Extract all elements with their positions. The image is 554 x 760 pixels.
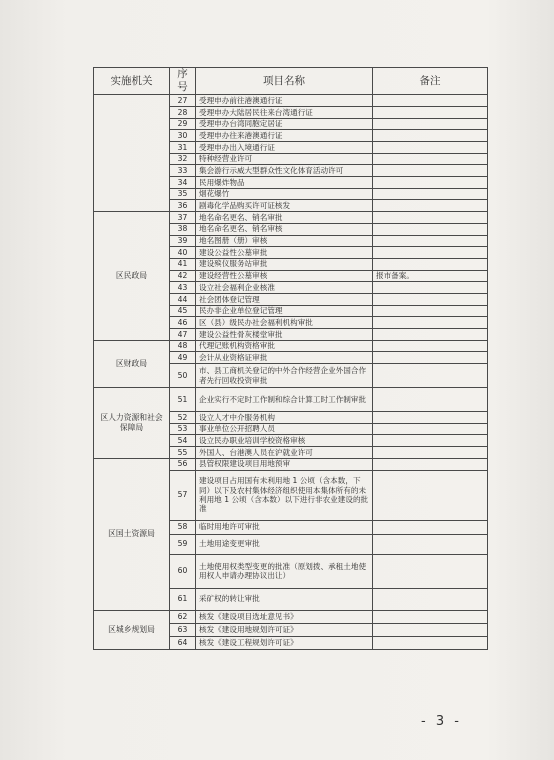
seq-cell: 45 [170,305,196,317]
note-cell [373,447,488,459]
item-cell: 临时用地许可审批 [196,520,373,534]
seq-cell: 51 [170,388,196,412]
header-seq: 序号 [170,68,196,95]
seq-cell: 64 [170,636,196,649]
seq-cell: 61 [170,588,196,610]
seq-cell: 28 [170,106,196,118]
note-cell [373,293,488,305]
table-row [94,388,488,412]
approval-items-table [93,67,488,650]
item-cell: 地名命名更名、销名审核 [196,223,373,235]
item-cell: 受理申办台湾同胞定居证 [196,118,373,130]
note-cell [373,388,488,412]
table-header-row [94,68,488,95]
item-cell: 县管权限建设项目用地预审 [196,458,373,470]
seq-cell: 40 [170,247,196,259]
item-cell: 地名图册（册）审核 [196,235,373,247]
item-cell: 受理申办出入境通行证 [196,142,373,154]
table-row [94,610,488,623]
seq-cell: 53 [170,423,196,435]
note-cell [373,223,488,235]
seq-cell: 42 [170,270,196,282]
item-cell: 集会游行示威大型群众性文化体育活动许可 [196,165,373,177]
seq-cell: 38 [170,223,196,235]
seq-cell: 34 [170,177,196,189]
item-cell: 企业实行不定时工作制和综合计算工时工作制审批 [196,388,373,412]
item-cell: 民办非企业单位登记管理 [196,305,373,317]
seq-cell: 57 [170,470,196,520]
item-cell: 核发《建设工程规划许可证》 [196,636,373,649]
item-cell: 土地使用权类型变更的批准（原划拨、承租土地使用权人申请办理协议出让） [196,554,373,588]
item-cell: 建设殡仪服务站审批 [196,258,373,270]
note-cell [373,188,488,200]
note-cell [373,636,488,649]
seq-cell: 48 [170,340,196,352]
seq-cell: 47 [170,329,196,341]
agency-cell-urban-rural-planning: 区城乡规划局 [94,610,170,649]
table-row [94,212,488,224]
note-cell [373,118,488,130]
item-cell: 核发《建设项目选址意见书》 [196,610,373,623]
agency-cell-civil-affairs: 区民政局 [94,212,170,341]
note-cell [373,282,488,294]
item-cell: 烟花爆竹 [196,188,373,200]
item-cell: 设立社会福利企业核准 [196,282,373,294]
item-cell: 会计从业资格证审批 [196,352,373,364]
seq-cell: 29 [170,118,196,130]
seq-cell: 56 [170,458,196,470]
note-cell [373,130,488,142]
header-agency: 实施机关 [94,68,170,95]
item-cell: 区（县）级民办社会福利机构审批 [196,317,373,329]
seq-cell: 63 [170,623,196,636]
item-cell: 地名命名更名、销名审批 [196,212,373,224]
seq-cell: 37 [170,212,196,224]
item-cell: 剧毒化学品购买许可证核发 [196,200,373,212]
note-cell [373,534,488,554]
page-number: - 3 - [421,714,462,729]
seq-cell: 35 [170,188,196,200]
seq-cell: 36 [170,200,196,212]
note-cell [373,554,488,588]
note-cell [373,305,488,317]
note-cell [373,142,488,154]
seq-cell: 41 [170,258,196,270]
seq-cell: 31 [170,142,196,154]
note-cell [373,329,488,341]
seq-cell: 59 [170,534,196,554]
item-cell: 建设公益性公墓审批 [196,247,373,259]
item-cell: 受理申办大陆居民往来台湾通行证 [196,106,373,118]
note-cell [373,212,488,224]
item-cell: 设立民办职业培训学校资格审核 [196,435,373,447]
note-cell [373,317,488,329]
item-cell: 特种经营业许可 [196,153,373,165]
item-cell: 事业单位公开招聘人员 [196,423,373,435]
seq-cell: 32 [170,153,196,165]
agency-cell-continued [94,95,170,212]
table-row [94,458,488,470]
item-cell: 外国人、台港澳人员在沪就业许可 [196,447,373,459]
note-cell [373,165,488,177]
note-cell [373,235,488,247]
table-row [94,95,488,107]
seq-cell: 52 [170,412,196,424]
item-cell: 受理申办往来港澳通行证 [196,130,373,142]
seq-cell: 58 [170,520,196,534]
seq-cell: 54 [170,435,196,447]
note-cell [373,106,488,118]
item-cell: 建设公益性骨灰楼堂审批 [196,329,373,341]
seq-cell: 46 [170,317,196,329]
note-cell [373,435,488,447]
seq-cell: 49 [170,352,196,364]
seq-cell: 30 [170,130,196,142]
note-cell [373,610,488,623]
item-cell: 受理申办前往港澳通行证 [196,95,373,107]
item-cell: 建设项目占用国有未利用地 1 公顷（含本数，下同）以下及农村集体经济组织使用本集体所有的未利用地 1 公顷（含本数）以下进行非农业建设的批准 [196,470,373,520]
note-cell [373,458,488,470]
item-cell: 土地用途变更审批 [196,534,373,554]
agency-cell-land-resources: 区国土资源局 [94,458,170,610]
table-row [94,340,488,352]
item-cell: 采矿权的转让审批 [196,588,373,610]
seq-cell: 43 [170,282,196,294]
item-cell: 建设经营性公墓审核 [196,270,373,282]
seq-cell: 44 [170,293,196,305]
item-cell: 代理记账机构资格审批 [196,340,373,352]
agency-cell-hr-social-security: 区人力资源和社会保障局 [94,388,170,459]
item-cell: 市、县工商机关登记的中外合作经营企业外国合作者先行回收投资审批 [196,364,373,388]
note-cell [373,247,488,259]
note-cell [373,95,488,107]
note-cell [373,352,488,364]
note-cell [373,364,488,388]
note-cell [373,412,488,424]
item-cell: 核发《建设用地规划许可证》 [196,623,373,636]
note-cell [373,470,488,520]
seq-cell: 33 [170,165,196,177]
header-item: 项目名称 [196,68,373,95]
note-cell [373,423,488,435]
seq-cell: 62 [170,610,196,623]
seq-cell: 50 [170,364,196,388]
agency-cell-finance: 区财政局 [94,340,170,387]
header-note: 备注 [373,68,488,95]
item-cell: 民用爆炸物品 [196,177,373,189]
note-cell [373,177,488,189]
note-cell: 报市备案。 [373,270,488,282]
seq-cell: 27 [170,95,196,107]
seq-cell: 60 [170,554,196,588]
note-cell [373,588,488,610]
note-cell [373,258,488,270]
seq-cell: 55 [170,447,196,459]
note-cell [373,340,488,352]
item-cell: 设立人才中介服务机构 [196,412,373,424]
note-cell [373,520,488,534]
item-cell: 社会团体登记管理 [196,293,373,305]
note-cell [373,153,488,165]
note-cell [373,200,488,212]
note-cell [373,623,488,636]
seq-cell: 39 [170,235,196,247]
